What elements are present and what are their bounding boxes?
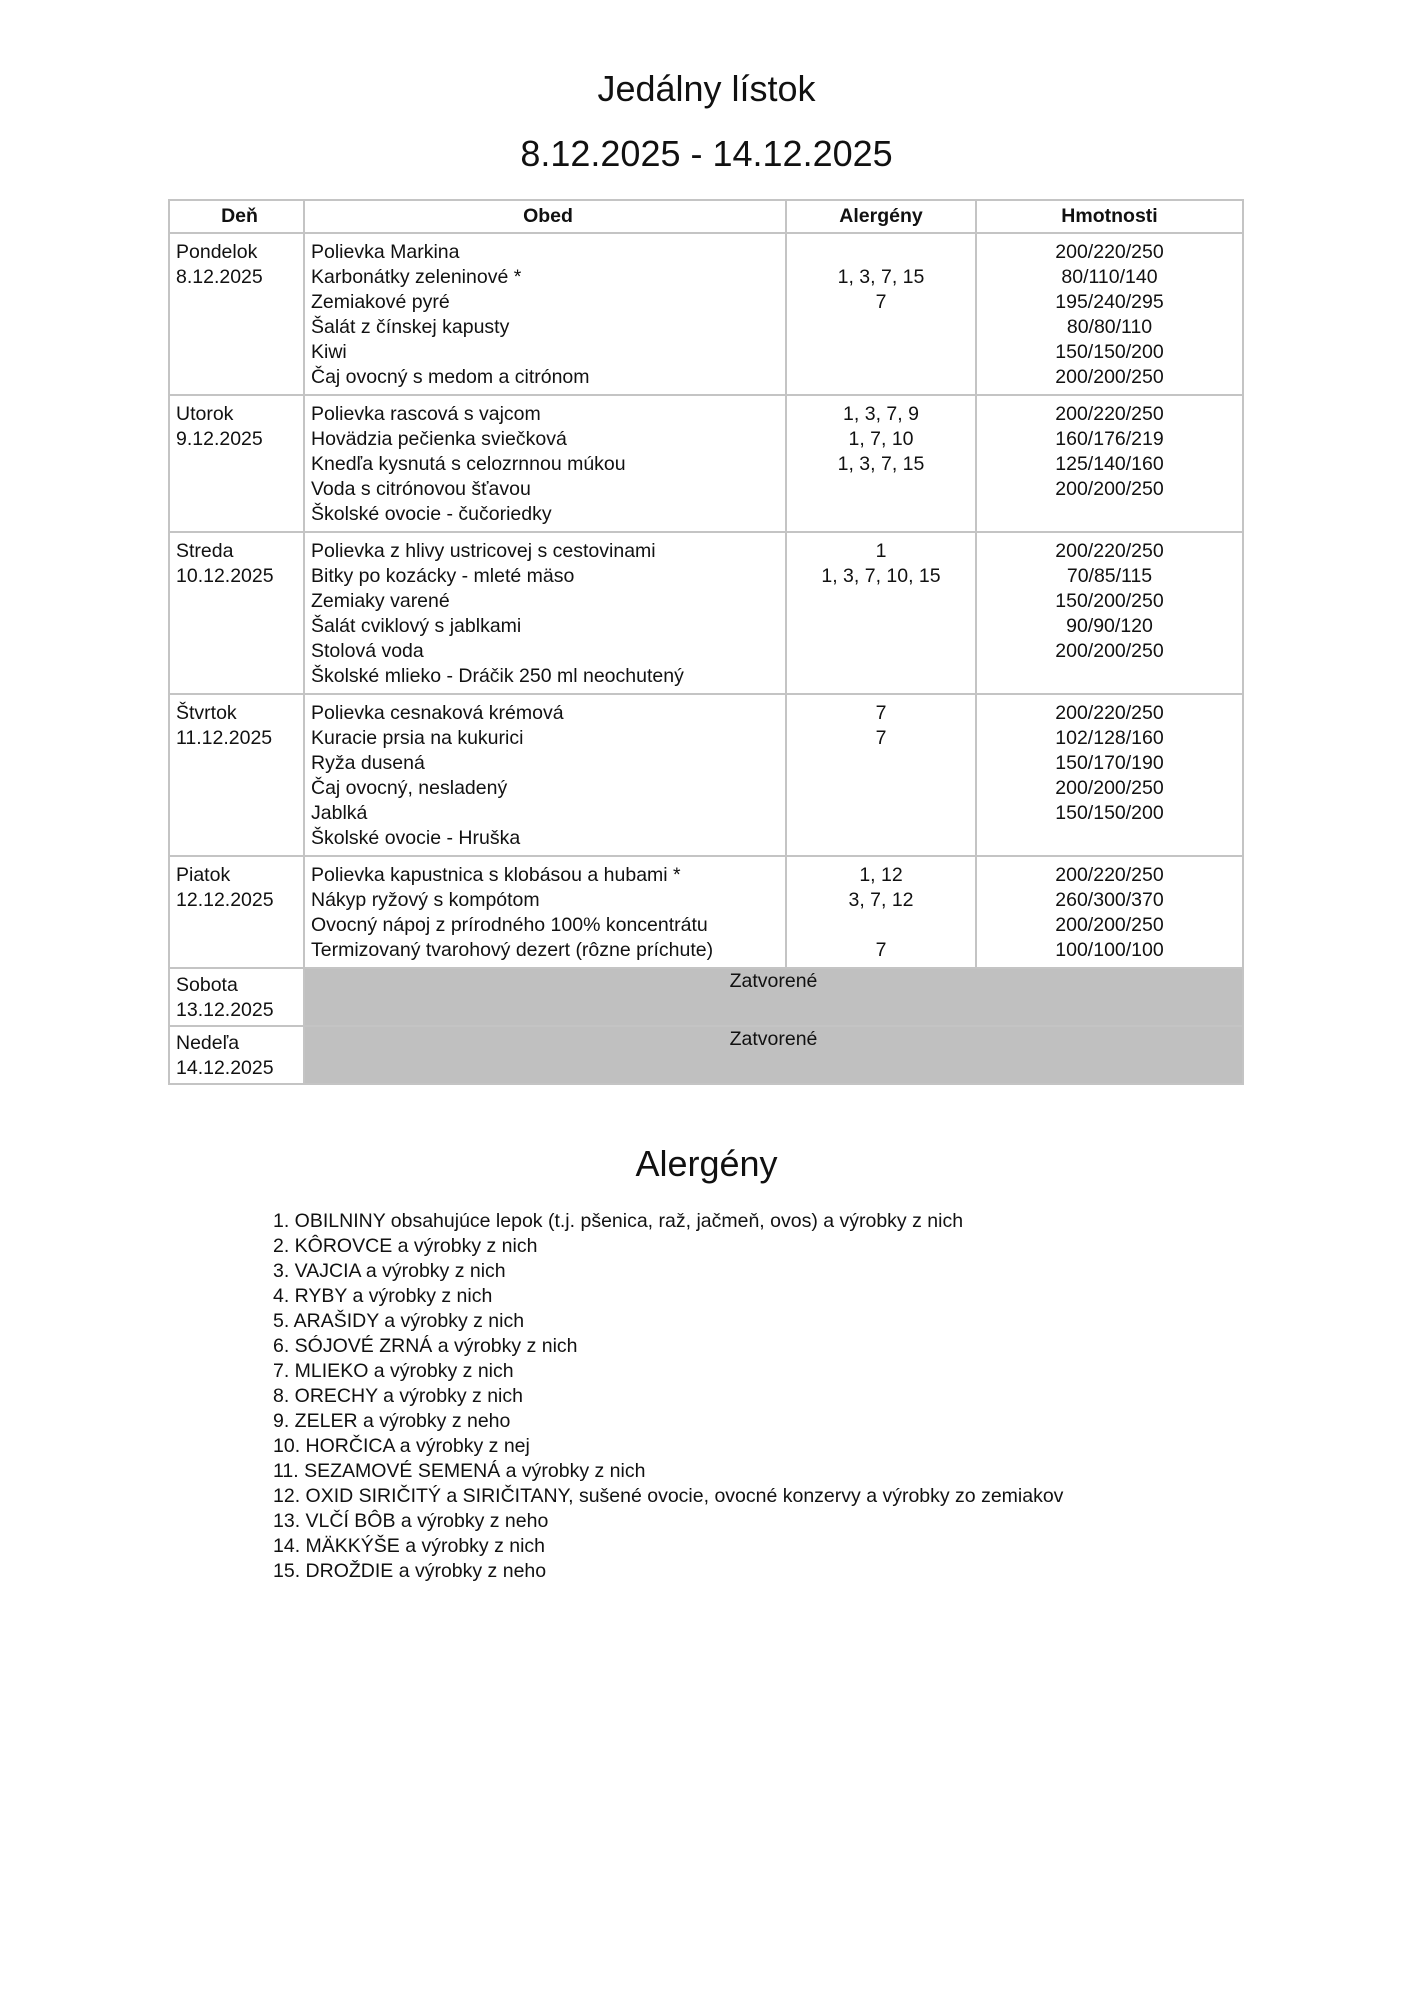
lunch-cell [304,856,786,968]
allergen-item: 2. KÔROVCE a výrobky z nich [273,1235,538,1257]
allergens-cell [786,532,976,694]
dish-name: Školské ovocie - Hruška [311,827,521,849]
lunch-cell [304,694,786,856]
allergens-cell [786,694,976,856]
day-name: Nedeľa [176,1032,240,1054]
dish-weights [977,826,1242,851]
date-range: 8.12.2025 - 14.12.2025 [520,133,893,174]
day-name: Utorok [176,403,234,425]
weights-cell [976,395,1243,532]
dish-weights: 200/200/250 [1055,914,1164,936]
weights-cell [976,856,1243,968]
dish-weights: 160/176/219 [1055,428,1164,450]
dish-allergens: 1, 3, 7, 15 [837,266,925,288]
allergen-item: 11. SEZAMOVÉ SEMENÁ a výrobky z nich [273,1460,646,1482]
dish-weights [977,502,1242,527]
day-cell [169,968,304,1026]
dish-name: Šalát cviklový s jablkami [311,615,522,637]
dish-weights: 200/220/250 [1055,540,1164,562]
allergen-item: 7. MLIEKO a výrobky z nich [273,1360,514,1382]
day-cell [169,233,304,395]
dish-allergens [787,502,975,527]
dish-weights: 90/90/120 [1066,615,1153,637]
day-name: Sobota [176,974,238,996]
column-header-day: Deň [169,200,304,233]
dish-allergens [787,913,975,938]
dish-name: Voda s citrónovou šťavou [311,478,531,500]
day-date: 9.12.2025 [176,428,263,450]
dish-allergens [787,614,975,639]
dish-name: Termizovaný tvarohový dezert (rôzne príchute) [311,939,714,961]
day-date: 8.12.2025 [176,266,263,288]
table-row [169,233,1243,395]
column-header-allergens: Alergény [786,200,976,233]
day-date: 10.12.2025 [176,565,274,587]
day-cell [169,532,304,694]
day-name: Piatok [176,864,231,886]
table-row [169,395,1243,532]
dish-allergens [787,751,975,776]
dish-name: Polievka kapustnica s klobásou a hubami * [311,864,681,886]
dish-name: Stolová voda [311,640,424,662]
dish-allergens [787,240,975,265]
lunch-cell [304,233,786,395]
dish-allergens: 3, 7, 12 [848,889,914,911]
dish-allergens [787,315,975,340]
dish-allergens: 1, 12 [859,864,903,886]
allergen-item: 3. VAJCIA a výrobky z nich [273,1260,506,1282]
day-date: 13.12.2025 [176,999,274,1021]
menu-body [169,233,1243,1084]
dish-weights: 200/200/250 [1055,640,1164,662]
dish-name: Školské mlieko - Dráčik 250 ml neochutený [311,665,684,687]
allergen-item: 12. OXID SIRIČITÝ a SIRIČITANY, sušené ovocie, ovocné konzervy a výrobky zo zemiakov [273,1485,1064,1507]
dish-name: Polievka rascová s vajcom [311,403,541,425]
day-name: Štvrtok [176,702,237,724]
dish-weights: 200/220/250 [1055,403,1164,425]
column-header-weights: Hmotnosti [976,200,1243,233]
dish-name: Jablká [311,802,368,824]
allergen-item: 14. MÄKKÝŠE a výrobky z nich [273,1535,546,1557]
dish-weights: 200/220/250 [1055,702,1164,724]
day-cell [169,694,304,856]
menu-table [168,199,1244,1085]
dish-name: Hovädzia pečienka sviečková [311,428,567,450]
column-header-lunch: Obed [304,200,786,233]
closed-status: Zatvorené [304,968,1243,1026]
weights-cell [976,694,1243,856]
page-title: Jedálny lístok [597,68,816,109]
dish-allergens: 1, 7, 10 [848,428,914,450]
dish-allergens: 1, 3, 7, 9 [843,403,919,425]
dish-weights: 260/300/370 [1055,889,1164,911]
dish-name: Kiwi [311,341,347,363]
weights-cell [976,532,1243,694]
dish-name: Zemiakové pyré [311,291,450,313]
dish-name: Knedľa kysnutá s celozrnnou múkou [311,453,626,475]
dish-allergens [787,589,975,614]
day-cell [169,1026,304,1084]
allergen-list [273,1209,1063,1584]
dish-weights: 150/170/190 [1055,752,1164,774]
day-date: 11.12.2025 [176,727,273,749]
dish-weights: 200/200/250 [1055,366,1164,388]
allergen-item: 15. DROŽDIE a výrobky z neho [273,1560,547,1582]
dish-allergens [787,477,975,502]
dish-weights: 125/140/160 [1055,453,1164,475]
dish-weights: 80/80/110 [1066,316,1153,338]
day-name: Pondelok [176,241,258,263]
dish-allergens [787,801,975,826]
dish-allergens: 7 [875,939,887,961]
dish-name: Kuracie prsia na kukurici [311,727,524,749]
dish-weights: 70/85/115 [1066,565,1153,587]
allergen-item: 8. ORECHY a výrobky z nich [273,1385,523,1407]
dish-allergens: 7 [875,702,887,724]
dish-name: Ovocný nápoj z prírodného 100% koncentrátu [311,914,708,936]
dish-allergens: 1, 3, 7, 10, 15 [821,565,941,587]
day-date: 12.12.2025 [176,889,274,911]
dish-weights: 80/110/140 [1061,266,1158,288]
dish-allergens: 1 [875,540,887,562]
dish-allergens [787,826,975,851]
closed-status: Zatvorené [304,1026,1243,1084]
day-cell [169,856,304,968]
allergen-item: 1. OBILNINY obsahujúce lepok (t.j. pšenica, raž, jačmeň, ovos) a výrobky z nich [273,1210,964,1232]
dish-weights: 195/240/295 [1055,291,1164,313]
allergen-item: 5. ARAŠIDY a výrobky z nich [273,1310,525,1332]
table-row-closed [169,968,1243,1026]
day-name: Streda [176,540,234,562]
lunch-cell [304,532,786,694]
table-row [169,856,1243,968]
dish-name: Bitky po kozácky - mleté mäso [311,565,575,587]
allergen-item: 10. HORČICA a výrobky z nej [273,1435,530,1457]
allergens-cell [786,395,976,532]
dish-allergens: 7 [875,727,887,749]
dish-weights: 200/220/250 [1055,241,1164,263]
dish-name: Karbonátky zeleninové * [311,266,522,288]
dish-allergens [787,664,975,689]
table-row [169,532,1243,694]
dish-name: Školské ovocie - čučoriedky [311,503,552,525]
allergens-cell [786,233,976,395]
dish-weights: 200/200/250 [1055,777,1164,799]
dish-name: Polievka z hlivy ustricovej s cestovinami [311,540,656,562]
dish-weights: 200/220/250 [1055,864,1164,886]
day-cell [169,395,304,532]
allergen-item: 6. SÓJOVÉ ZRNÁ a výrobky z nich [273,1335,578,1357]
table-row-closed [169,1026,1243,1084]
dish-weights [977,664,1242,689]
dish-weights: 100/100/100 [1055,939,1164,961]
dish-name: Šalát z čínskej kapusty [311,316,510,338]
dish-allergens [787,639,975,664]
dish-allergens [787,340,975,365]
dish-allergens [787,776,975,801]
allergens-cell [786,856,976,968]
dish-weights: 150/150/200 [1055,341,1164,363]
dish-name: Čaj ovocný s medom a citrónom [311,366,590,388]
allergen-item: 9. ZELER a výrobky z neho [273,1410,511,1432]
weights-cell [976,233,1243,395]
day-date: 14.12.2025 [176,1057,274,1079]
dish-allergens [787,365,975,390]
dish-allergens: 1, 3, 7, 15 [837,453,925,475]
dish-name: Ryža dusená [311,752,425,774]
allergen-item: 13. VLČÍ BÔB a výrobky z neho [273,1510,549,1532]
allergen-item: 4. RYBY a výrobky z nich [273,1285,493,1307]
dish-name: Zemiaky varené [311,590,450,612]
dish-allergens: 7 [875,291,887,313]
dish-name: Polievka cesnaková krémová [311,702,564,724]
dish-weights: 200/200/250 [1055,478,1164,500]
table-header-row [169,200,1243,233]
allergens-title: Alergény [635,1143,778,1184]
table-row [169,694,1243,856]
dish-weights: 150/200/250 [1055,590,1164,612]
lunch-cell [304,395,786,532]
dish-name: Nákyp ryžový s kompótom [311,889,540,911]
dish-weights: 150/150/200 [1055,802,1164,824]
dish-weights: 102/128/160 [1055,727,1164,749]
dish-name: Polievka Markina [311,241,460,263]
dish-name: Čaj ovocný, nesladený [311,777,508,799]
